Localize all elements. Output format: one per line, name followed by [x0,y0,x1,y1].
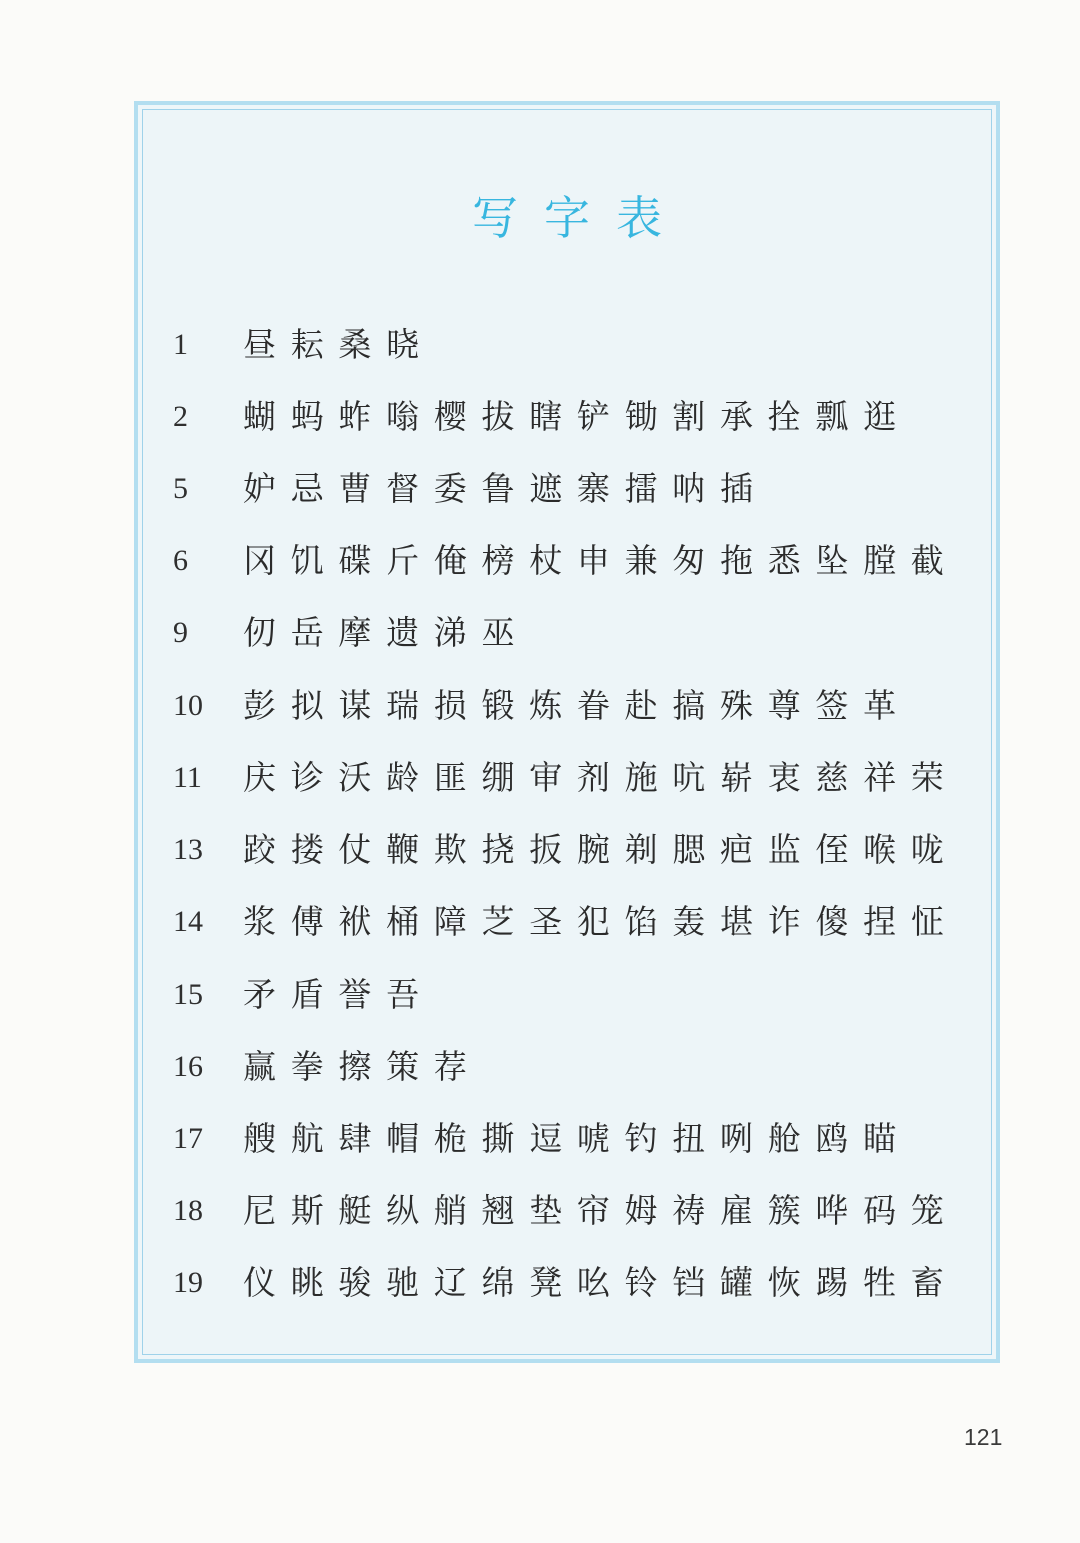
list-item [143,603,991,663]
lesson-number: 11 [173,761,202,794]
lesson-characters: 昼耘桑晓 [243,325,434,364]
lesson-characters: 冈饥碟斤俺榜杖申兼匆拖悉坠膛截 [243,541,959,580]
lesson-characters: 尼斯艇纵艄翘垫帘姆祷雇簇哗码笼 [243,1191,959,1230]
lesson-characters: 仪眺骏驰辽绵凳吆铃铛罐恢踢牲畜 [243,1263,959,1302]
list-item [143,820,991,880]
lesson-characters: 赢拳擦策荐 [243,1047,482,1086]
lesson-number: 14 [173,905,203,938]
lesson-number: 15 [173,978,203,1011]
lesson-number: 10 [173,689,203,722]
list-item [143,965,991,1025]
lesson-characters: 彭拟谋瑞损锻炼眷赴搞殊尊签革 [243,686,911,725]
list-item [143,531,991,591]
word-table-frame [134,101,1000,1363]
list-item [143,676,991,736]
list-item [143,1181,991,1241]
lesson-characters: 矛盾誉吾 [243,975,434,1014]
lesson-number: 19 [173,1266,203,1299]
lesson-characters: 庆诊沃龄匪绷审剂施吭崭衷慈祥荣 [243,758,959,797]
word-table-inner-frame [142,109,992,1355]
lesson-characters: 艘航肆帽桅撕逗唬钓扭咧舱鸥瞄 [243,1119,911,1158]
lesson-characters: 妒忌曹督委鲁遮寨擂呐插 [243,469,768,508]
list-item [143,387,991,447]
lesson-characters: 仞岳摩遗涕巫 [243,613,530,652]
list-item [143,892,991,952]
lesson-number: 6 [173,544,188,577]
lesson-characters: 浆傅袱桶障芝圣犯馅轰堪诈傻捏怔 [243,902,959,941]
page-number: 121 [964,1424,1003,1450]
lesson-number: 13 [173,833,203,866]
list-item [143,748,991,808]
list-item [143,1037,991,1097]
lesson-characters: 跤搂仗鞭欺挠扳腕剃腮疤监侄喉咙 [243,830,959,869]
lesson-number: 17 [173,1122,203,1155]
list-item [143,1109,991,1169]
lesson-number: 16 [173,1050,203,1083]
lesson-number: 1 [173,328,188,361]
lesson-number: 9 [173,616,188,649]
list-item [143,1253,991,1313]
lesson-number: 5 [173,472,188,505]
lesson-number: 2 [173,400,188,433]
lesson-characters: 蝴蚂蚱嗡樱拔瞎铲锄割承拴瓢逛 [243,397,911,436]
list-item [143,459,991,519]
lesson-number: 18 [173,1194,203,1227]
page-title: 写字表 [472,191,688,245]
list-item [143,315,991,375]
